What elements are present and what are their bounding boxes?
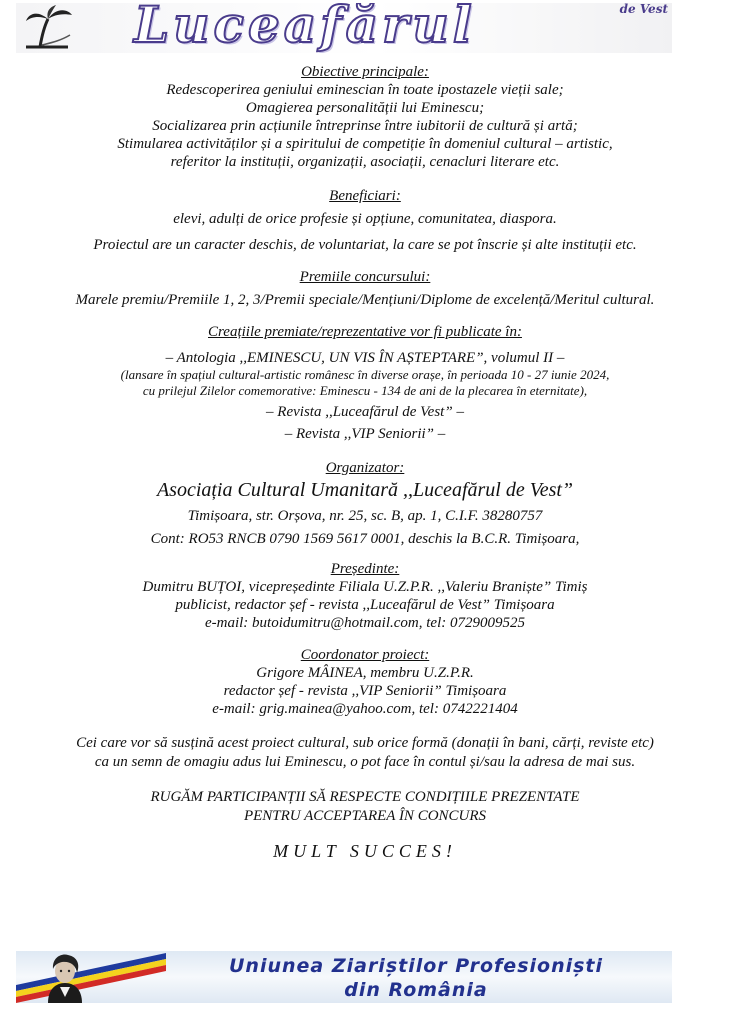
organizer-address: Timișoara, str. Orșova, nr. 25, sc. B, ap. 1, C.I.F. 38280757 xyxy=(187,508,543,524)
header-banner xyxy=(16,3,672,53)
magazine-luceafarul: – Revista ,,Luceafărul de Vest” – xyxy=(266,404,464,420)
coordinator-section xyxy=(0,646,730,718)
president-email-link[interactable]: butoidumitru@hotmail.com xyxy=(252,615,419,631)
support-text: Cei care vor să susțină acest proiect cultural, sub orice formă (donații în bani, cărți, reviste etc) xyxy=(76,735,654,751)
phone-text: , tel: 0729009525 xyxy=(418,615,526,631)
email-label: e-mail: xyxy=(204,615,253,631)
union-name: Uniunea Ziariștilor Profesioniști xyxy=(228,955,604,977)
closing-section xyxy=(0,840,730,862)
objective-line: Omagierea personalității lui Eminescu; xyxy=(245,100,485,116)
banner-title: Luceafărul xyxy=(134,3,476,53)
objective-line: referitor la instituții, organizații, asociații, cenacluri literare etc. xyxy=(170,154,560,170)
president-name: Dumitru BUȚOI, vicepreședinte Filiala U.Z.P.R. ,,Valeriu Braniște” Timiș xyxy=(142,579,588,595)
eminescu-portrait-icon xyxy=(34,953,96,1003)
objectives-heading: Obiective principale: xyxy=(301,64,429,80)
phone-text: , tel: 0742221404 xyxy=(411,701,518,717)
president-section xyxy=(0,560,730,632)
request-text: RUGĂM PARTICIPANȚII SĂ RESPECTE CONDIȚIILE PREZENTATE xyxy=(150,789,580,805)
anthology-title: – Antologia ,,EMINESCU, UN VIS ÎN AȘTEPTARE”, volumul II – xyxy=(165,350,565,366)
objective-line: Redescoperirea geniului eminescian în toate ipostazele vieții sale; xyxy=(166,82,564,98)
organizer-heading: Organizator: xyxy=(325,460,405,476)
objective-line: Stimularea activităților și a spiritului de competiție în domeniul cultural – artistic, xyxy=(117,136,613,152)
prizes-section xyxy=(0,268,730,309)
support-text: ca un semn de omagiu adus lui Eminescu, o pot face în contul și/sau la adresa de mai sus. xyxy=(94,754,636,770)
coordinator-email-link[interactable]: grig.mainea@yahoo.com xyxy=(259,701,412,717)
uzpr-footer-banner xyxy=(16,951,672,1003)
coordinator-role: redactor șef - revista ,,VIP Seniorii” Timișoara xyxy=(223,683,507,699)
banner-subtitle: de Vest xyxy=(619,3,668,16)
objectives-section xyxy=(0,63,730,171)
president-heading: Președinte: xyxy=(330,561,400,577)
support-section xyxy=(0,734,730,772)
objective-line: Socializarea prin acțiunile întreprinse între iubitorii de cultură și artă; xyxy=(152,118,578,134)
coordinator-heading: Coordonator proiect: xyxy=(300,647,430,663)
prizes-list: Marele premiu/Premiile 1, 2, 3/Premii speciale/Mențiuni/Diplome de excelență/Meritul cultural. xyxy=(75,292,655,308)
organizer-name: Asociația Cultural Umanitară ,,Luceafărul de Vest” xyxy=(156,479,574,501)
prizes-heading: Premiile concursului: xyxy=(299,269,431,285)
project-open-text: Proiectul are un caracter deschis, de voluntariat, la care se pot înscrie și alte instituții etc. xyxy=(93,237,637,253)
launch-details: (lansare în spațiul cultural-artistic românesc în diverse orașe, în perioada 10 - 27 iunie 2024, xyxy=(120,367,610,382)
coordinator-contact xyxy=(0,700,730,718)
quill-tree-logo-icon xyxy=(22,5,74,51)
publications-heading: Creațiile premiate/reprezentative vor fi publicate în: xyxy=(208,324,522,340)
organizer-account: Cont: RO53 RNCB 0790 1569 5617 0001, deschis la B.C.R. Timișoara, xyxy=(150,531,580,547)
beneficiaries-section xyxy=(0,187,730,254)
union-country: din România xyxy=(344,979,488,1001)
publications-section xyxy=(0,323,730,443)
email-label: e-mail: xyxy=(212,701,260,717)
president-contact xyxy=(0,614,730,632)
organizer-section xyxy=(0,459,730,548)
magazine-vip-seniorii: – Revista ,,VIP Seniorii” – xyxy=(284,426,446,442)
request-section xyxy=(0,788,730,826)
president-role: publicist, redactor șef - revista ,,Luceafărul de Vest” Timișoara xyxy=(175,597,555,613)
request-text: PENTRU ACCEPTAREA ÎN CONCURS xyxy=(243,808,487,824)
announcement-body xyxy=(0,63,730,862)
closing-message: MULT SUCCES! xyxy=(273,841,457,861)
launch-details: cu prilejul Zilelor comemorative: Eminescu - 134 de ani de la plecarea în eternitate), xyxy=(142,383,588,398)
coordinator-name: Grigore MÂINEA, membru U.Z.P.R. xyxy=(256,665,474,681)
beneficiaries-text: elevi, adulți de orice profesie și opțiune, comunitatea, diaspora. xyxy=(173,211,557,227)
beneficiaries-heading: Beneficiari: xyxy=(329,188,401,204)
